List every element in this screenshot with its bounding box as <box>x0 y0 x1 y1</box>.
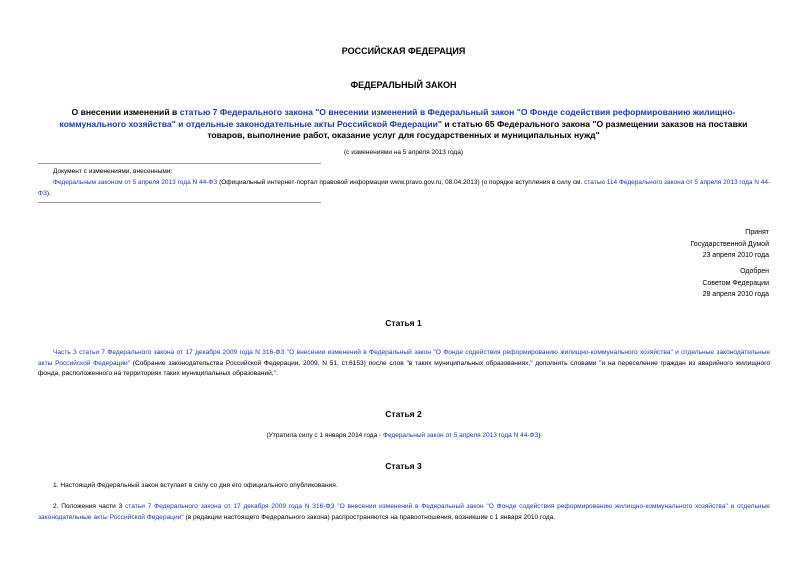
article-2-text <box>0 430 807 441</box>
article-1-body: (Собрание законодательства Российской Федерации, 2009, N 51, ст.6153) после слов "в таких муниципальных образованиях," дополнить словами "и на переселение граждан из аварийного жилищного фонда, расположенного на территориях таких муниципальных образований,". <box>38 359 771 377</box>
law-title-text: О внесении изменений в <box>71 107 180 117</box>
article-3-link[interactable]: статьи 7 Федерального закона от 17 декабря 2009 года N 316-ФЗ "О внесении изменений в Федеральный закон "О Фонде содействия реформированию жилищно-коммунального хозяйства" и отдельные законодательные акты Российской Федерации" <box>38 503 770 521</box>
divider-bottom <box>38 202 321 203</box>
accepted-line: Государственной Думой <box>690 240 769 248</box>
approved-line: Советом Федерации <box>702 279 769 287</box>
accepted-block <box>690 227 769 262</box>
article-3-heading: Статья 3 <box>385 461 422 471</box>
article-3-p2-end: (в редакции настоящего Федерального закона) распространяются на правоотношения, возникшие с 1 января 2010 года. <box>183 513 556 521</box>
article-1-heading: Статья 1 <box>385 318 422 328</box>
article-3-p2 <box>38 502 770 523</box>
changes-intro: Документ с изменениями, внесенными: <box>53 168 173 175</box>
accepted-line: 23 апреля 2010 года <box>702 252 769 259</box>
law-title <box>50 107 757 142</box>
amending-law-link[interactable]: Федеральным законом от 5 апреля 2013 года N 44-ФЗ <box>53 179 218 186</box>
changes-list <box>38 177 773 199</box>
article-2-heading: Статья 2 <box>385 409 422 419</box>
country-heading: РОССИЙСКАЯ ФЕДЕРАЦИЯ <box>341 46 466 56</box>
approved-line: 28 апреля 2010 года <box>702 291 769 298</box>
changes-text: (Официальный интернет-портал правовой информации www.pravo.gov.ru, 08.04.2013) (о порядке вступления в силу см. <box>217 179 585 186</box>
article-1-link[interactable]: Часть 3 статьи 7 Федерального закона от 17 декабря 2009 года N 316-ФЗ "О внесении изменений в Федеральный закон "О Фонде содействия реформированию жилищно-коммунального хозяйства" и отдельные законодательные акты Российской Федерации" <box>38 349 770 367</box>
article-2-body-end: ) <box>538 432 541 439</box>
law-title-link[interactable]: статью 7 Федерального закона "О внесении изменений в Федеральный закон "О Фонде содействия реформированию жилищно-коммунального хозяйства" и отдельные законодательные акты Российской Федерации" <box>59 107 736 129</box>
approved-block <box>702 266 769 301</box>
document-type-heading: ФЕДЕРАЛЬНЫЙ ЗАКОН <box>350 80 457 90</box>
divider-top <box>38 163 321 164</box>
accepted-line: Принят <box>745 229 769 236</box>
article-1-text <box>38 348 770 380</box>
law-title-text-end: и статью 65 Федерального закона "О размещении заказов на поставки товаров, выполнение работ, оказание услуг для государственных и муниципальных нужд" <box>207 118 748 140</box>
changes-text-end: ). <box>46 190 51 197</box>
article-3-p1: 1. Настоящий Федеральный закон вступает в силу со дня его официального опубликования. <box>53 482 338 489</box>
article-2-body: (Утратила силу с 1 января 2014 года - <box>266 432 383 439</box>
article-2-link[interactable]: Федеральный закон от 5 апреля 2013 года N 44-ФЗ <box>383 432 539 439</box>
revision-note: (с изменениями на 5 апреля 2013 года) <box>343 149 463 156</box>
article-3-p2-text: 2. Положения части 3 <box>53 503 125 510</box>
approved-line: Одобрен <box>740 268 769 275</box>
entry-into-force-link[interactable]: статью 114 Федерального закона от 5 апреля 2013 года N 44-ФЗ <box>38 179 771 197</box>
